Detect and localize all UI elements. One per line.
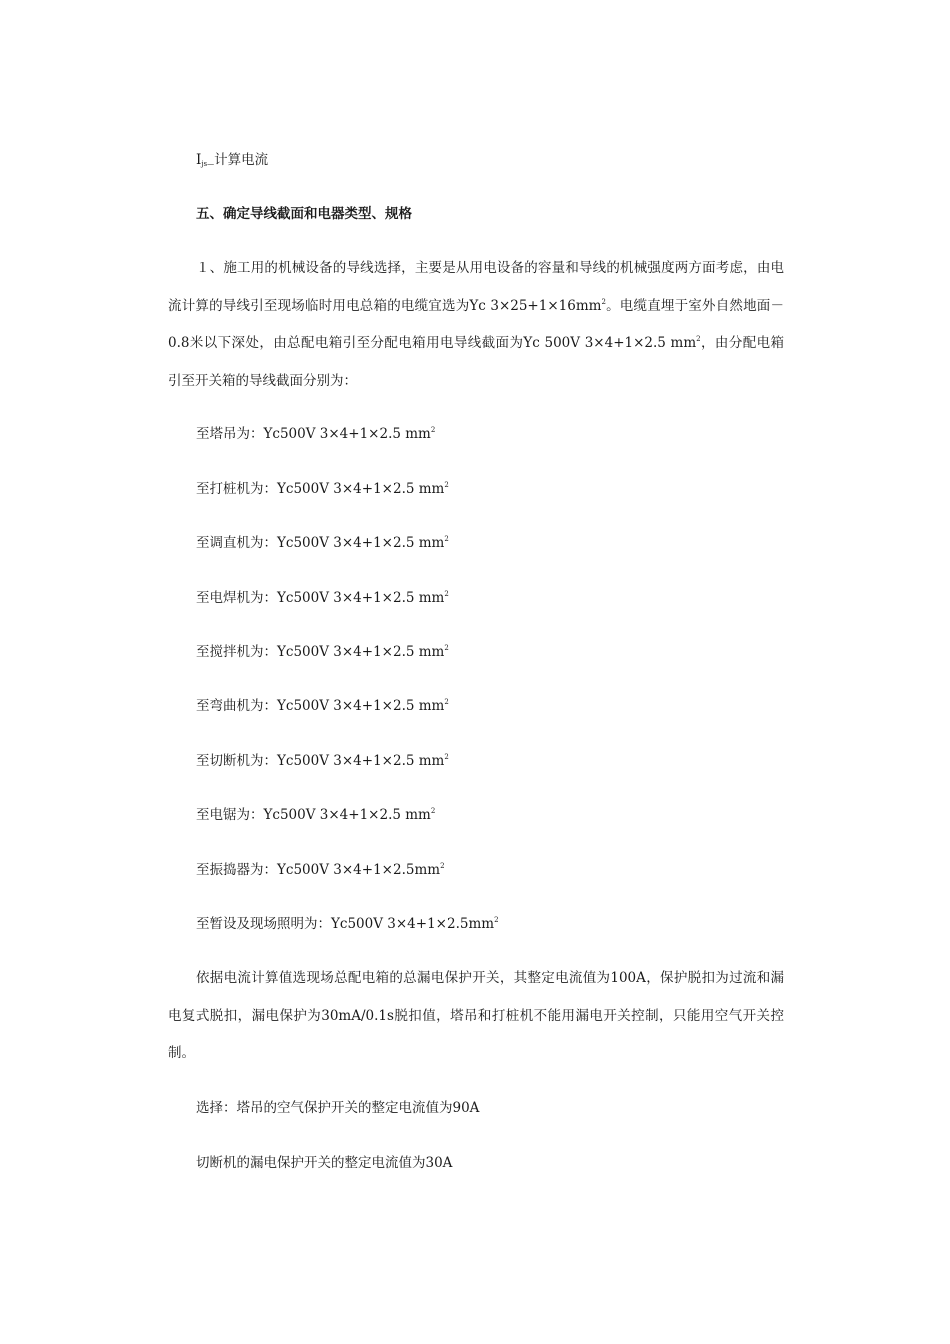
superscript: 2 [430, 426, 436, 434]
cable-item-text: 至切断机为：Yc500V 3×4+1×2.5 mm [196, 753, 445, 769]
cable-item-text: 至弯曲机为：Yc500V 3×4+1×2.5 mm [196, 698, 445, 714]
cable-item [196, 535, 449, 551]
superscript: 2 [430, 807, 436, 815]
cable-item [196, 481, 449, 497]
superscript: 2 [696, 335, 701, 343]
selection-tower-crane: 选择：塔吊的空气保护开关的整定电流值为90A [196, 1100, 480, 1116]
superscript: 2 [444, 535, 449, 543]
cable-item-text: 至塔吊为：Yc500V 3×4+1×2.5 mm [196, 426, 431, 442]
cable-item [196, 916, 499, 932]
cable-item-text: 至搅拌机为：Yc500V 3×4+1×2.5 mm [196, 644, 445, 660]
paragraph-protection-switch: 依据电流计算值选现场总配电箱的总漏电保护开关，其整定电流值为100A，保护脱扣为过流和漏电复式脱扣，漏电保护为30mA/0.1s脱扣值，塔吊和打桩机不能用漏电开关控制，只能用空气开关控制。 [168, 970, 784, 1061]
symbol: I [196, 152, 202, 168]
cable-item-text: 至打桩机为：Yc500V 3×4+1×2.5 mm [196, 481, 445, 497]
cable-item [196, 590, 449, 606]
superscript: 2 [601, 297, 606, 306]
para1-part2: 。电缆直埋于室外自然地面－0.8米以下深处，由总配电箱引至分配电箱用电导线截面为Yc 500V 3×4+1×2.5 mm [168, 297, 785, 351]
selection-cutter: 切断机的漏电保护开关的整定电流值为30A [196, 1155, 453, 1171]
cable-item [196, 807, 435, 823]
superscript: 2 [444, 644, 449, 652]
section-heading: 五、确定导线截面和电器类型、规格 [196, 206, 412, 222]
current-definition [196, 152, 268, 172]
cable-item-text: 至暂设及现场照明为：Yc500V 3×4+1×2.5mm [196, 916, 495, 932]
superscript: 2 [440, 862, 445, 870]
definition-text: 计算电流 [214, 152, 269, 168]
superscript: 2 [444, 590, 449, 598]
cable-item-text: 至电锯为：Yc500V 3×4+1×2.5 mm [196, 807, 431, 823]
cable-item [196, 644, 449, 660]
symbol-subscript: js— [201, 160, 215, 168]
para1-part1: １、施工用的机械设备的导线选择，主要是从用电设备的容量和导线的机械强度两方面考虑，由电流计算的导线引至现场临时用电总箱的电缆宜选为Yc 3×25+1×16mm [168, 260, 784, 314]
superscript: 2 [444, 753, 449, 761]
cable-item [196, 698, 449, 714]
superscript: 2 [494, 916, 499, 924]
cable-item-text: 至调直机为：Yc500V 3×4+1×2.5 mm [196, 535, 445, 551]
cable-item [196, 862, 445, 878]
cable-item [196, 426, 435, 442]
superscript: 2 [444, 698, 449, 706]
para1-part3: ，由分配电箱引至开关箱的导线截面分别为： [168, 335, 785, 389]
cable-item-text: 至振捣器为：Yc500V 3×4+1×2.5mm [196, 862, 441, 878]
superscript: 2 [444, 481, 449, 489]
paragraph-cable-selection [168, 250, 784, 400]
cable-item-text: 至电焊机为：Yc500V 3×4+1×2.5 mm [196, 590, 445, 606]
cable-item [196, 753, 449, 769]
